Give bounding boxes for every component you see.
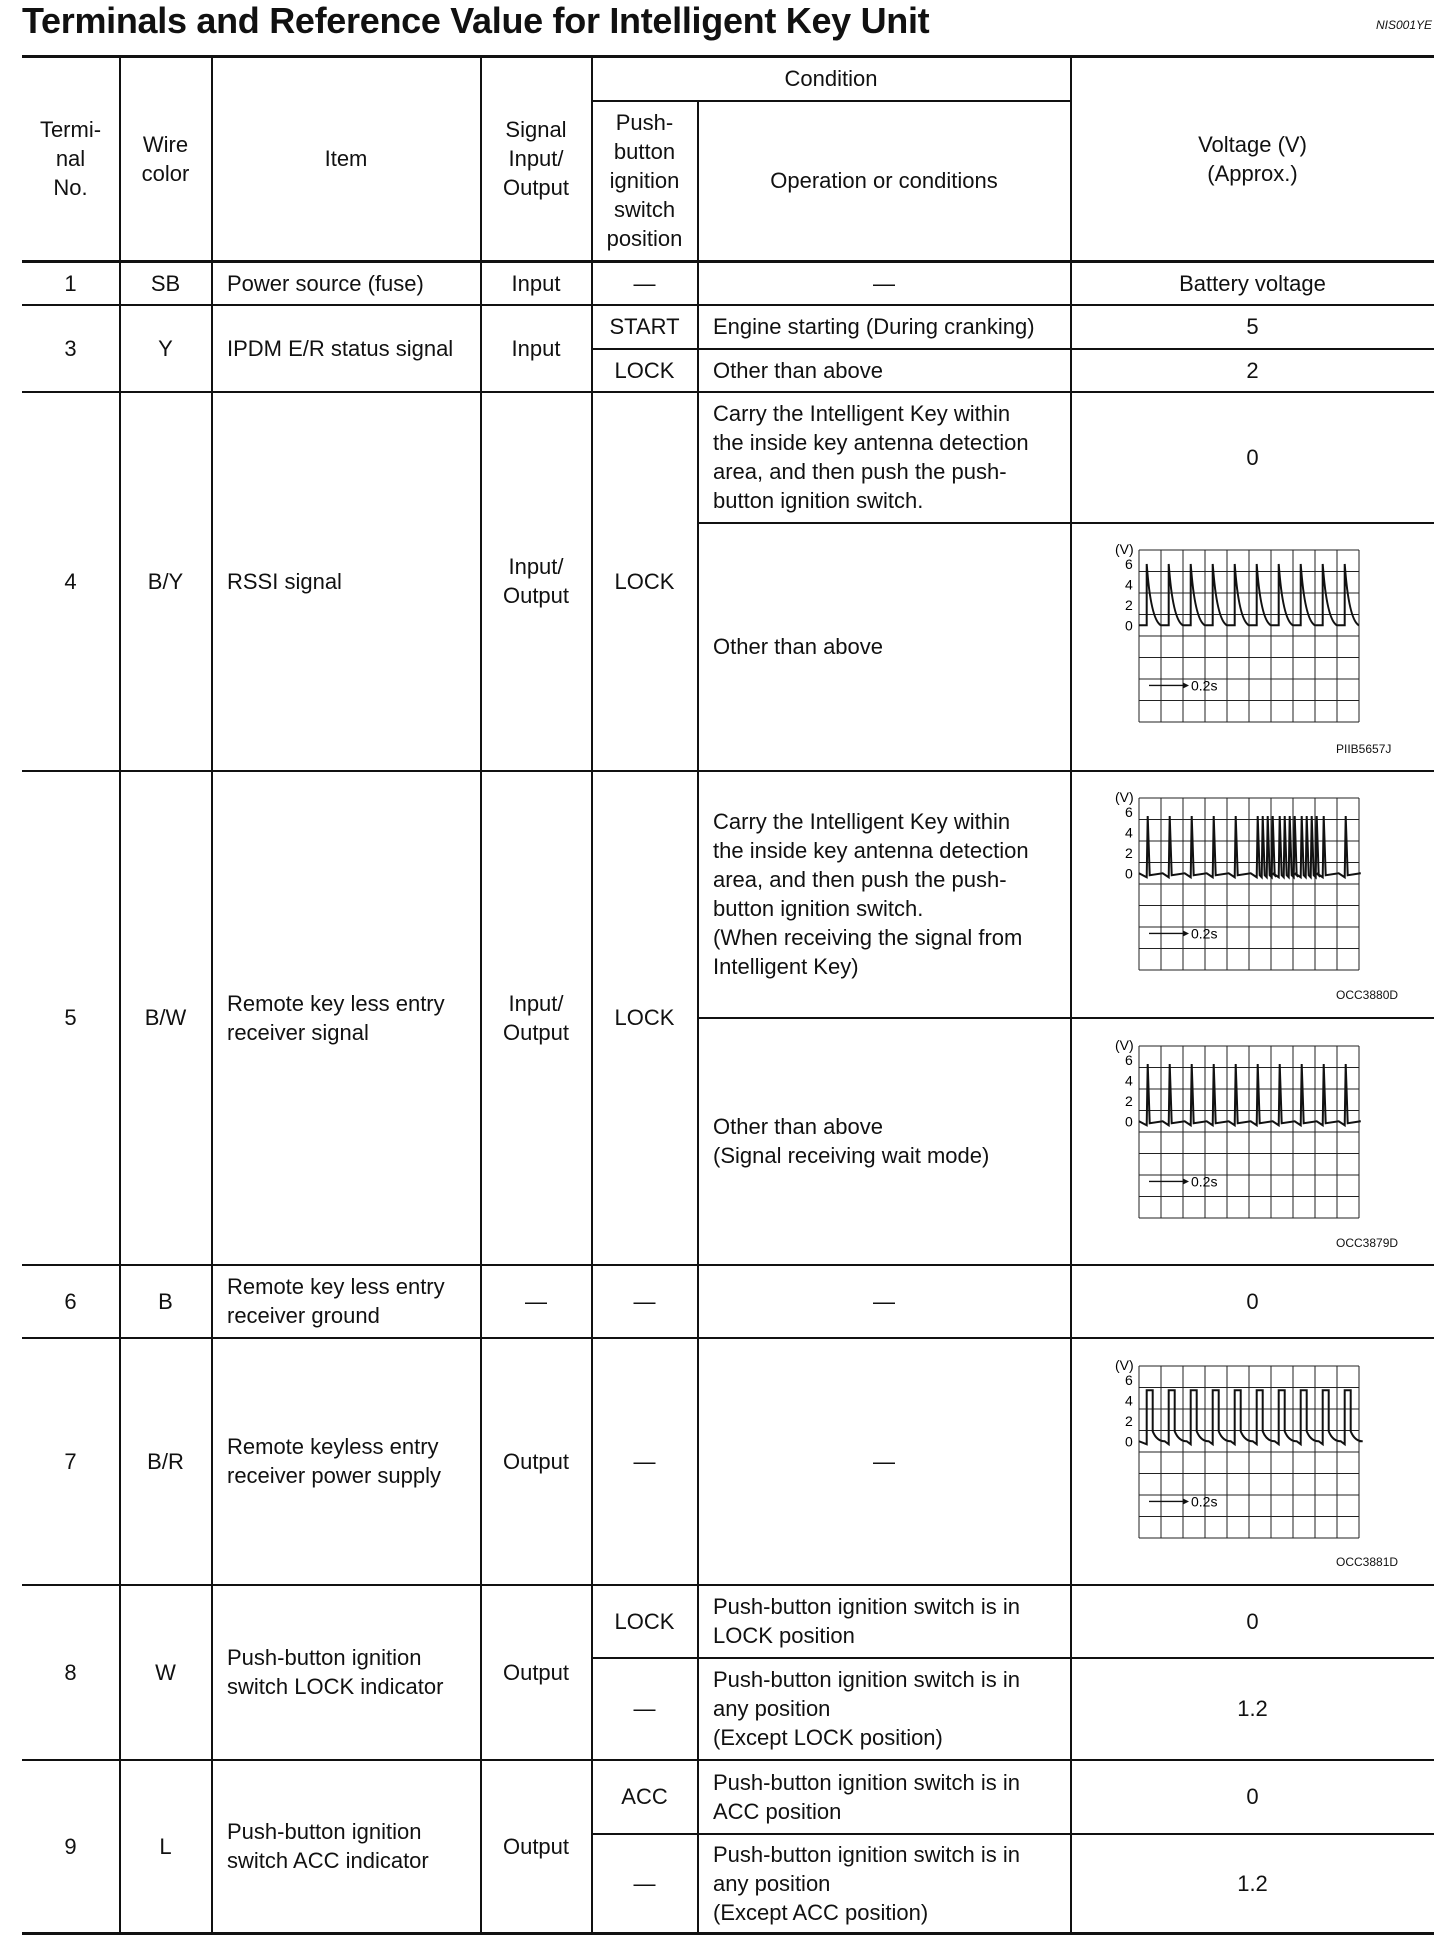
- y-unit-label: (V): [1115, 789, 1134, 805]
- item: Power source (fuse): [227, 270, 424, 296]
- header-push-button-position: Push- button ignition switch position: [606, 110, 683, 251]
- y-tick-label: 6: [1125, 1051, 1133, 1068]
- voltage: 0: [1246, 1784, 1259, 1809]
- waveform-trace: [1139, 1390, 1363, 1444]
- time-div-arrowhead: [1183, 682, 1189, 688]
- time-div-arrowhead: [1183, 930, 1189, 936]
- item: Push-button ignition switch ACC indicator: [227, 1819, 429, 1873]
- y-tick-label: 0: [1125, 617, 1133, 634]
- y-tick-label: 0: [1125, 1433, 1133, 1450]
- waveform-trace: [1139, 1064, 1361, 1125]
- signal-io: Output: [502, 1448, 570, 1474]
- push-position: LOCK: [614, 568, 675, 594]
- rke-receiving-waveform: [1115, 788, 1385, 986]
- push-position: —: [633, 1696, 656, 1721]
- item: Remote key less entry receiver signal: [227, 990, 445, 1045]
- operation: Push-button ignition switch is in any position (Except LOCK position): [713, 1667, 1020, 1750]
- header-wire-color: Wire color: [141, 131, 190, 186]
- operation: Push-button ignition switch is in LOCK position: [713, 1594, 1020, 1648]
- voltage: 1.2: [1237, 1870, 1268, 1896]
- voltage: 2: [1246, 357, 1259, 383]
- wire-color: B/Y: [147, 568, 184, 594]
- voltage: 0: [1246, 1608, 1259, 1634]
- operation: Push-button ignition switch is in ACC position: [713, 1769, 1020, 1824]
- y-unit-label: (V): [1115, 1037, 1134, 1053]
- wire-color: L: [159, 1833, 172, 1859]
- operation: Other than above: [713, 634, 884, 659]
- waveform-caption: PIIB5657J: [1336, 742, 1392, 756]
- y-tick-label: 4: [1125, 1072, 1133, 1089]
- signal-io: Output: [502, 1833, 570, 1859]
- header-terminal-no: Termi- nal No.: [39, 117, 102, 200]
- terminal-no: 9: [64, 1833, 77, 1859]
- time-div-label: 0.2s: [1191, 1173, 1218, 1190]
- signal-io: Input: [511, 335, 561, 361]
- time-div-label: 0.2s: [1191, 677, 1218, 694]
- item: Push-button ignition switch LOCK indicator: [227, 1645, 444, 1699]
- item: IPDM E/R status signal: [227, 335, 454, 361]
- signal-io: Input/ Output: [502, 554, 570, 608]
- terminal-no: 1: [64, 270, 77, 296]
- header-signal-io: Signal Input/ Output: [502, 117, 570, 200]
- waveform-caption: OCC3879D: [1336, 1236, 1399, 1250]
- waveform-caption: OCC3881D: [1336, 1555, 1399, 1569]
- terminal-no: 5: [64, 1005, 77, 1030]
- voltage: Battery voltage: [1179, 270, 1326, 296]
- y-unit-label: (V): [1115, 1357, 1134, 1373]
- operation: Other than above: [713, 357, 884, 383]
- push-position: LOCK: [614, 1608, 675, 1634]
- y-tick-label: 6: [1125, 1371, 1133, 1388]
- header-condition: Condition: [784, 66, 878, 91]
- table-bottom-rule: [22, 1932, 1434, 1935]
- voltage: 5: [1246, 314, 1259, 339]
- push-position: ACC: [621, 1784, 668, 1809]
- time-div-arrowhead: [1183, 1498, 1189, 1504]
- terminal-no: 4: [64, 568, 77, 594]
- y-tick-label: 6: [1125, 803, 1133, 820]
- rke-power-waveform: [1115, 1356, 1385, 1554]
- push-position: LOCK: [614, 1005, 675, 1030]
- y-tick-label: 4: [1125, 1392, 1133, 1409]
- y-tick-label: 0: [1125, 1113, 1133, 1130]
- push-position: LOCK: [614, 357, 675, 383]
- item: Remote keyless entry receiver power supply: [227, 1434, 441, 1488]
- wire-color: Y: [158, 335, 173, 361]
- column-rule: [211, 57, 213, 1934]
- time-div-arrowhead: [1183, 1178, 1189, 1184]
- item: Remote key less entry receiver ground: [227, 1274, 445, 1328]
- terminal-no: 6: [64, 1288, 77, 1314]
- terminal-no: 8: [64, 1659, 77, 1685]
- signal-io: Input/ Output: [502, 990, 570, 1045]
- item: RSSI signal: [227, 568, 342, 594]
- push-position: —: [633, 270, 656, 296]
- y-tick-label: 4: [1125, 824, 1133, 841]
- push-position: —: [633, 1448, 656, 1474]
- y-tick-label: 4: [1125, 576, 1133, 593]
- header-item: Item: [324, 146, 368, 171]
- document-code: NIS001YE: [1376, 18, 1433, 32]
- operation: —: [873, 270, 895, 296]
- waveform-trace: [1139, 816, 1361, 877]
- push-position: START: [609, 314, 680, 339]
- terminal-no: 7: [64, 1448, 77, 1474]
- header-operation: Operation or conditions: [770, 168, 998, 193]
- operation: Push-button ignition switch is in any position (Except ACC position): [713, 1841, 1020, 1925]
- time-div-label: 0.2s: [1191, 925, 1218, 942]
- wire-color: B/R: [147, 1448, 184, 1474]
- y-tick-label: 0: [1125, 865, 1133, 882]
- operation: Engine starting (During cranking): [713, 314, 1035, 339]
- wire-color: W: [155, 1659, 176, 1685]
- wire-color: B/W: [144, 1005, 187, 1030]
- voltage: 0: [1246, 444, 1259, 470]
- y-tick-label: 2: [1125, 1412, 1133, 1429]
- operation: Other than above (Signal receiving wait mode): [713, 1114, 990, 1168]
- y-tick-label: 2: [1125, 1092, 1133, 1109]
- operation: —: [873, 1288, 895, 1314]
- y-tick-label: 6: [1125, 555, 1133, 572]
- y-tick-label: 2: [1125, 844, 1133, 861]
- signal-io: —: [525, 1288, 547, 1314]
- operation: —: [873, 1448, 895, 1474]
- waveform-caption: OCC3880D: [1336, 988, 1399, 1002]
- rssi-waveform: [1115, 540, 1375, 740]
- page-title: Terminals and Reference Value for Intelligent Key Unit: [22, 0, 930, 41]
- push-position: —: [633, 1288, 656, 1314]
- column-rule: [697, 100, 699, 1934]
- operation: Carry the Intelligent Key within the inside key antenna detection area, and then push the push- button ignition switch.: [713, 401, 1029, 513]
- signal-io: Output: [502, 1659, 570, 1685]
- voltage: 1.2: [1237, 1696, 1268, 1721]
- y-unit-label: (V): [1115, 541, 1134, 557]
- terminal-no: 3: [64, 335, 77, 361]
- voltage: 0: [1246, 1288, 1259, 1314]
- header-voltage: Voltage (V) (Approx.): [1198, 131, 1307, 186]
- time-div-label: 0.2s: [1191, 1493, 1218, 1510]
- wire-color: B: [158, 1288, 173, 1314]
- y-tick-label: 2: [1125, 596, 1133, 613]
- wire-color: SB: [150, 270, 181, 296]
- signal-io: Input: [511, 270, 561, 296]
- push-position: —: [633, 1870, 656, 1896]
- operation: Carry the Intelligent Key within the inside key antenna detection area, and then push the push- button ignition switch. (When receiving the signal from Intelligent Key): [713, 809, 1029, 979]
- rke-wait-waveform: [1115, 1036, 1385, 1234]
